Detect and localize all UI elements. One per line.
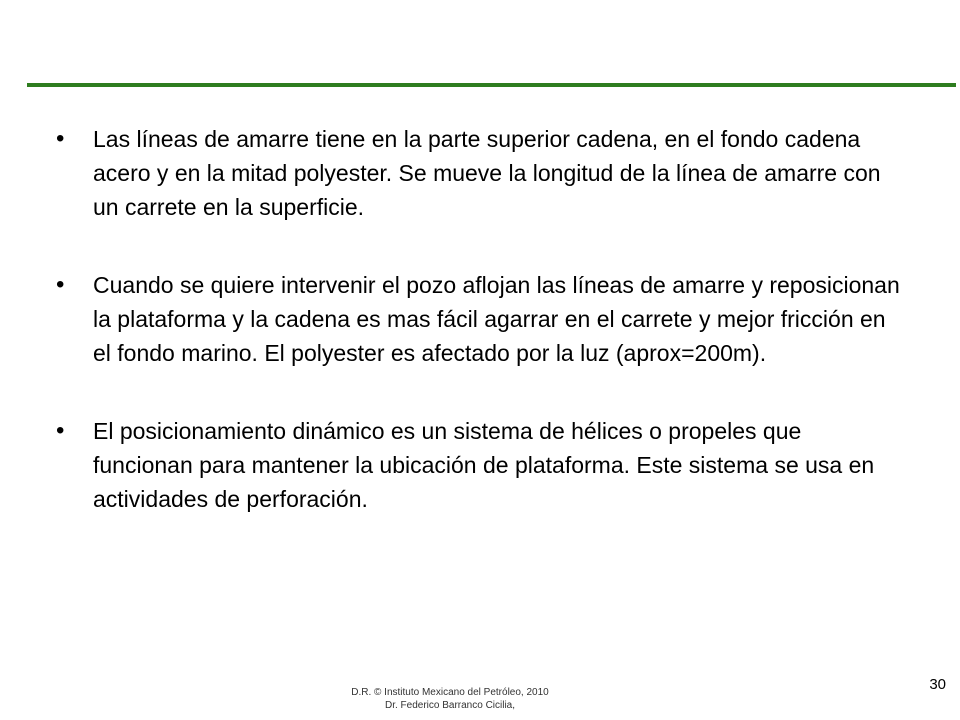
bullet-item xyxy=(56,414,906,516)
bullet-list xyxy=(56,122,906,560)
footer-copyright: D.R. © Instituto Mexicano del Petróleo, 2010 xyxy=(351,687,549,698)
bullet-text: Cuando se quiere intervenir el pozo aflojan las líneas de amarre y reposicionan la plataforma y la cadena es mas fácil agarrar en el carrete y mejor fricción en el fondo marino. El polyester es afectado por la luz (aprox=200m). xyxy=(93,272,900,366)
bullet-marker-icon: • xyxy=(56,417,65,444)
bullet-text: El posicionamiento dinámico es un sistema de hélices o propeles que funcionan para mantener la ubicación de plataforma. Este sistema se usa en actividades de perforación. xyxy=(93,418,875,512)
footer-author: Dr. Federico Barranco Cicilia, xyxy=(384,700,516,711)
bullet-item xyxy=(56,268,906,370)
bullet-marker-icon: • xyxy=(56,271,65,298)
footer-credits xyxy=(0,686,900,712)
bullet-item xyxy=(56,122,906,224)
page-number: 30 xyxy=(929,676,946,693)
bullet-marker-icon: • xyxy=(56,125,65,152)
header-divider xyxy=(27,83,956,87)
bullet-text: Las líneas de amarre tiene en la parte superior cadena, en el fondo cadena acero y en la mitad polyester. Se mueve la longitud de la línea de amarre con un carrete en la superficie. xyxy=(93,126,881,220)
